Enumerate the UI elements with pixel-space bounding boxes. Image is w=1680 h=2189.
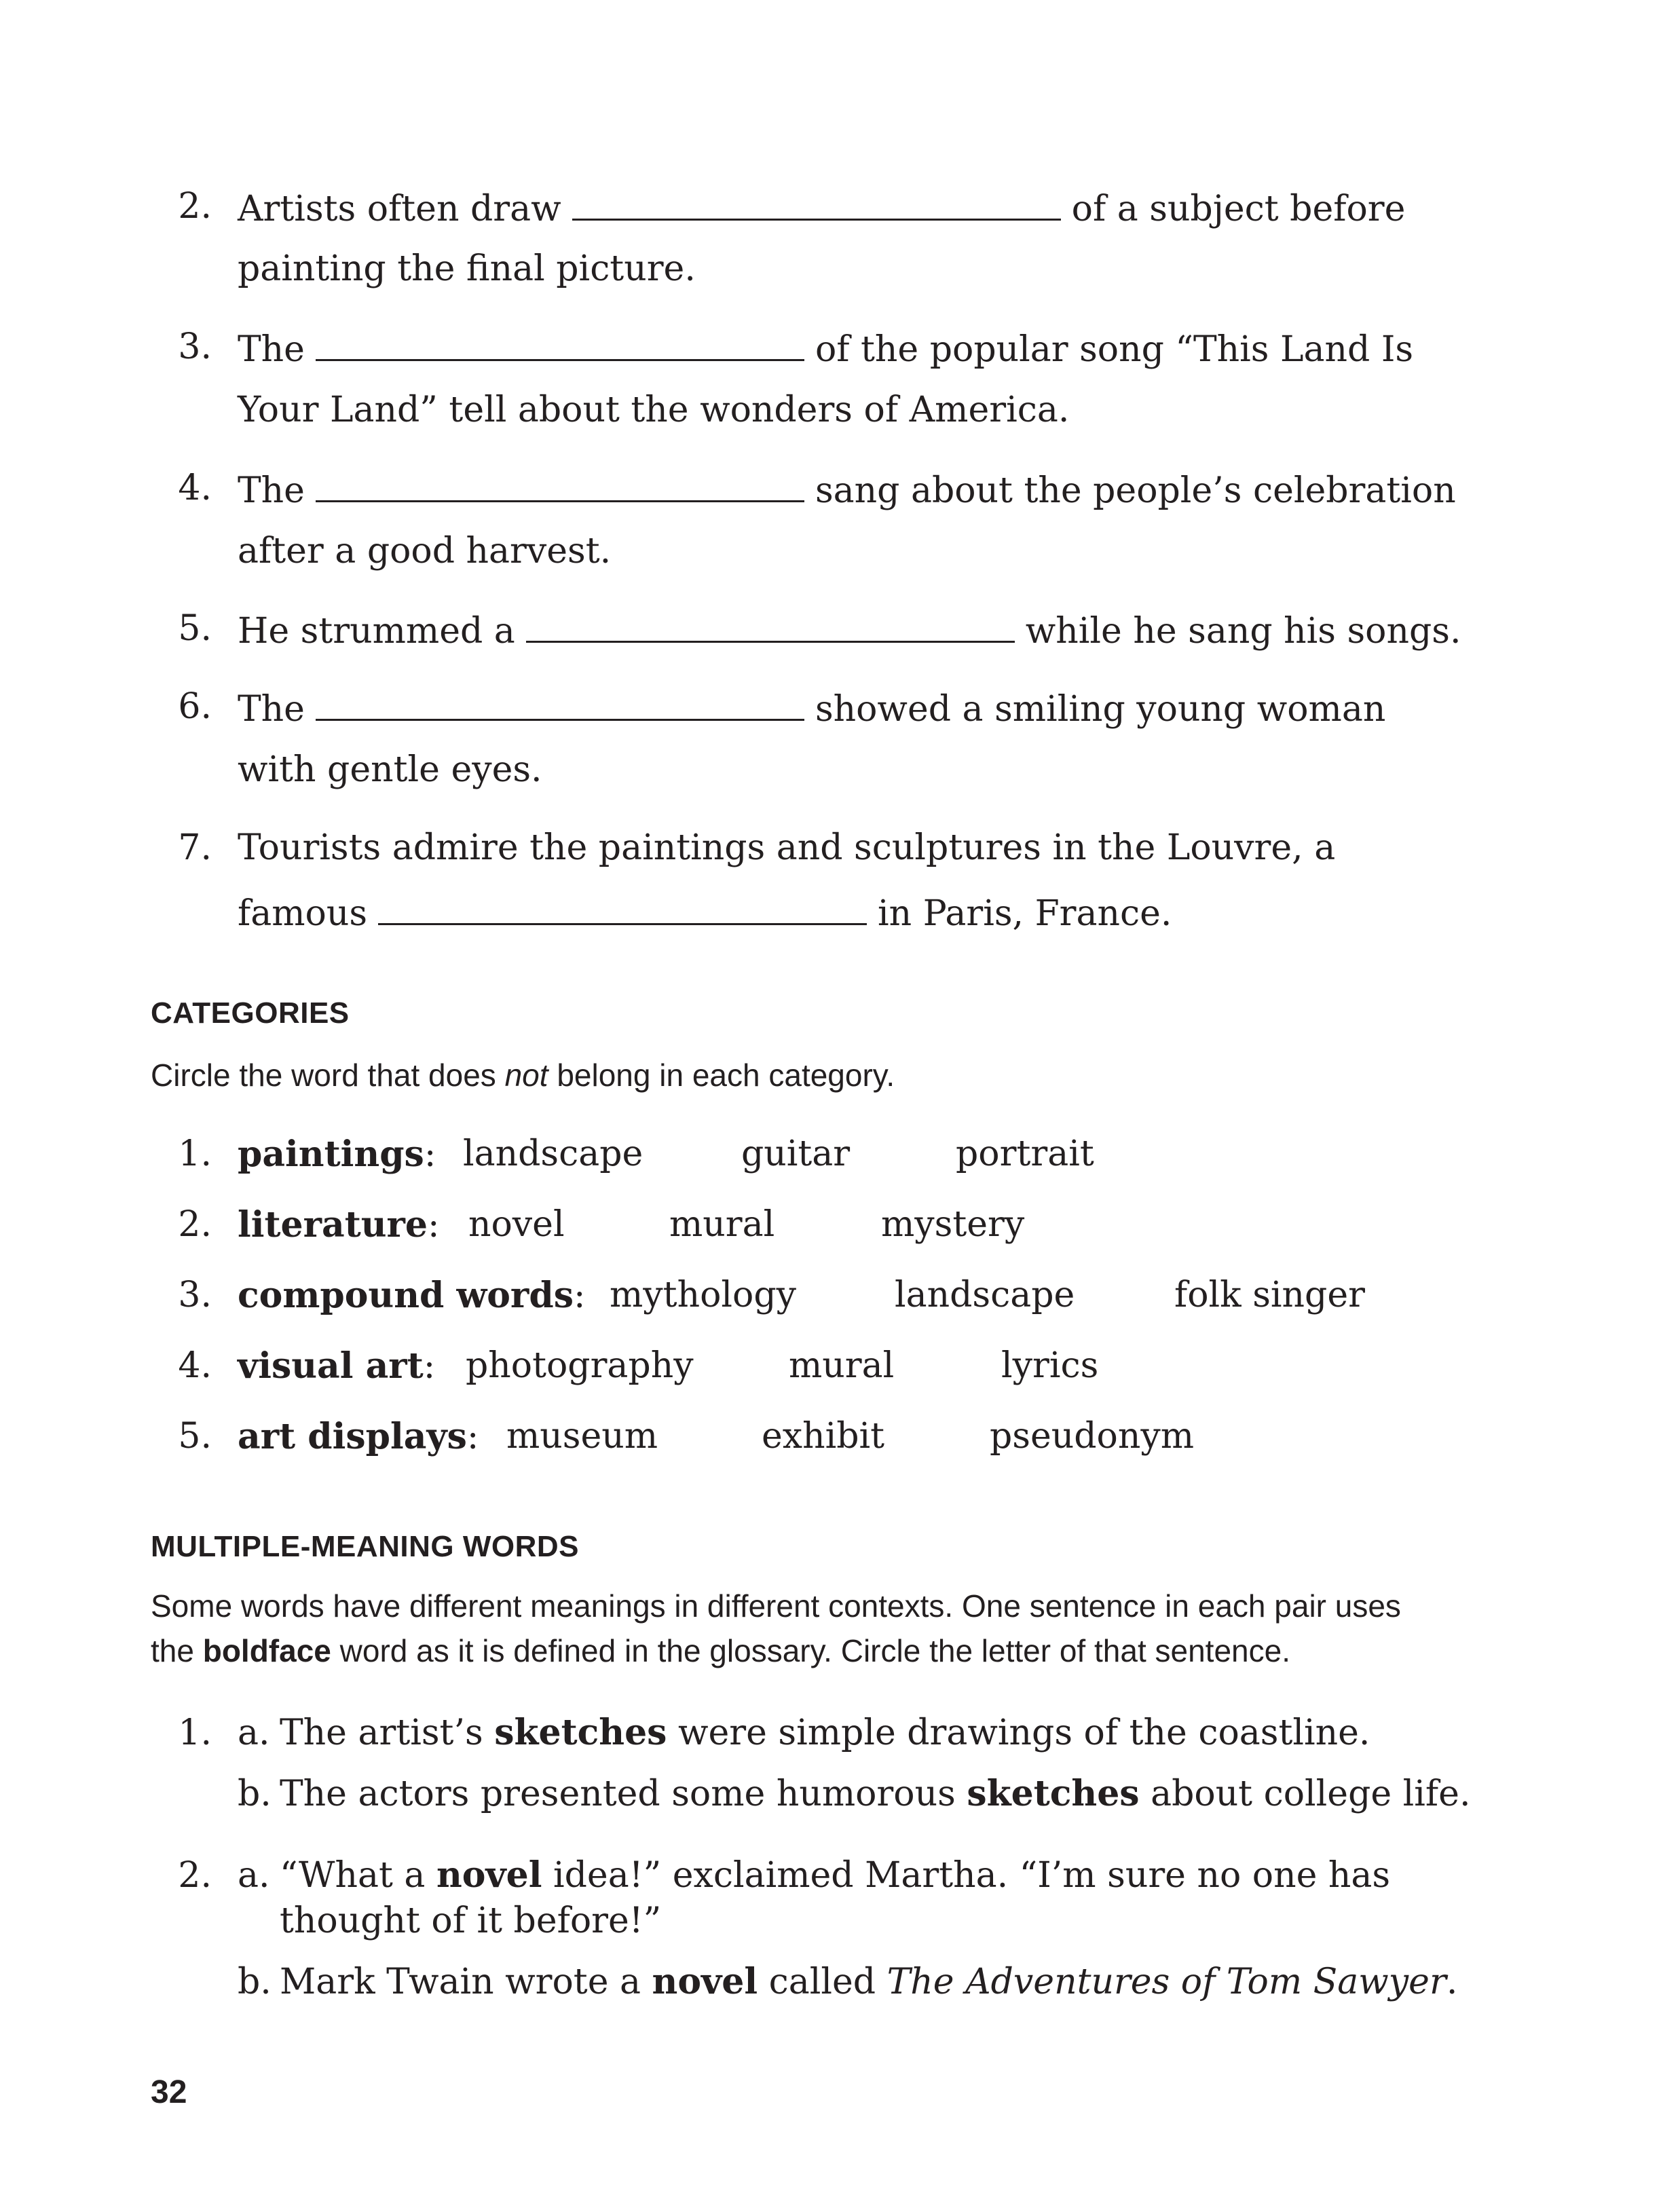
option-sentence: The actors presented some humorous sketches about college life.	[280, 1773, 1471, 1814]
category-word[interactable]: museum	[506, 1416, 658, 1457]
sentence-continuation: after a good harvest.	[238, 531, 612, 572]
category-label: visual art:	[238, 1345, 436, 1387]
category-word[interactable]: folk singer	[1174, 1275, 1365, 1315]
multiple-meaning-heading: MULTIPLE-MEANING WORDS	[151, 1530, 580, 1563]
category-row	[0, 1345, 1680, 1393]
category-word[interactable]: mythology	[610, 1275, 796, 1315]
option-letter[interactable]: a.	[238, 1713, 270, 1753]
item-number: 2.	[178, 1855, 212, 1896]
category-label: literature:	[238, 1204, 440, 1246]
item-number: 7.	[178, 827, 212, 868]
category-word[interactable]: landscape	[895, 1275, 1075, 1315]
category-row	[0, 1275, 1680, 1322]
category-word[interactable]: novel	[468, 1204, 565, 1245]
option-letter[interactable]: a.	[238, 1855, 270, 1896]
category-word[interactable]: landscape	[463, 1134, 643, 1174]
category-row	[0, 1204, 1680, 1252]
category-label: paintings:	[238, 1134, 436, 1175]
multiple-meaning-instruction-line1: Some words have different meanings in different contexts. One sentence in each pair uses	[151, 1588, 1401, 1624]
sentence-continuation: famous in Paris, France.	[238, 893, 1172, 935]
option-sentence: Mark Twain wrote a novel called The Adventures of Tom Sawyer.	[280, 1961, 1458, 2002]
item-number: 1.	[178, 1134, 212, 1174]
answer-blank[interactable]	[378, 893, 867, 925]
item-number: 6.	[178, 686, 212, 727]
answer-blank[interactable]	[316, 329, 804, 361]
answer-blank[interactable]	[316, 689, 804, 721]
category-word[interactable]: mural	[669, 1204, 775, 1245]
sentence-continuation: Your Land” tell about the wonders of America.	[238, 390, 1070, 430]
category-word[interactable]: photography	[466, 1345, 694, 1386]
option-sentence: The artist’s sketches were simple drawings of the coastline.	[280, 1712, 1370, 1753]
item-number: 3.	[178, 326, 212, 367]
option-letter[interactable]: b.	[238, 1962, 272, 2002]
item-number: 4.	[178, 468, 212, 508]
multiple-meaning-instruction-line2: the boldface word as it is defined in the glossary. Circle the letter of that sentence.	[151, 1633, 1290, 1668]
item-number: 4.	[178, 1345, 212, 1386]
answer-blank[interactable]	[526, 611, 1015, 643]
category-word[interactable]: mural	[789, 1345, 895, 1386]
category-row	[0, 1416, 1680, 1463]
item-number: 5.	[178, 1416, 212, 1457]
option-sentence-continuation: thought of it before!”	[280, 1901, 662, 1941]
option-letter[interactable]: b.	[238, 1774, 272, 1814]
sentence-line: Artists often draw of a subject before	[238, 189, 1406, 230]
category-word[interactable]: portrait	[956, 1134, 1094, 1174]
category-word[interactable]: guitar	[741, 1134, 851, 1174]
sentence-line: The of the popular song “This Land Is	[238, 329, 1414, 371]
sentence-line: Tourists admire the paintings and sculptures in the Louvre, a	[238, 827, 1336, 868]
sentence-line: The showed a smiling young woman	[238, 689, 1386, 730]
sentence-continuation: with gentle eyes.	[238, 749, 542, 790]
sentence-line: The sang about the people’s celebration	[238, 470, 1456, 512]
item-number: 5.	[178, 608, 212, 649]
category-label: compound words:	[238, 1275, 586, 1316]
category-word[interactable]: mystery	[881, 1204, 1025, 1245]
category-word[interactable]: pseudonym	[990, 1416, 1195, 1457]
answer-blank[interactable]	[316, 470, 804, 502]
page-number: 32	[151, 2074, 187, 2110]
categories-instruction: Circle the word that does not belong in each category.	[151, 1058, 895, 1093]
item-number: 2.	[178, 1204, 212, 1245]
categories-heading: CATEGORIES	[151, 996, 350, 1030]
option-sentence: “What a novel idea!” exclaimed Martha. “I’m sure no one has	[280, 1854, 1391, 1896]
item-number: 3.	[178, 1275, 212, 1315]
category-word[interactable]: exhibit	[762, 1416, 885, 1457]
sentence-continuation: painting the final picture.	[238, 248, 696, 289]
category-row	[0, 1134, 1680, 1181]
category-label: art displays:	[238, 1416, 479, 1457]
category-word[interactable]: lyrics	[1001, 1345, 1099, 1386]
item-number: 2.	[178, 186, 212, 227]
sentence-line: He strummed a while he sang his songs.	[238, 611, 1461, 652]
answer-blank[interactable]	[572, 189, 1061, 221]
item-number: 1.	[178, 1713, 212, 1753]
